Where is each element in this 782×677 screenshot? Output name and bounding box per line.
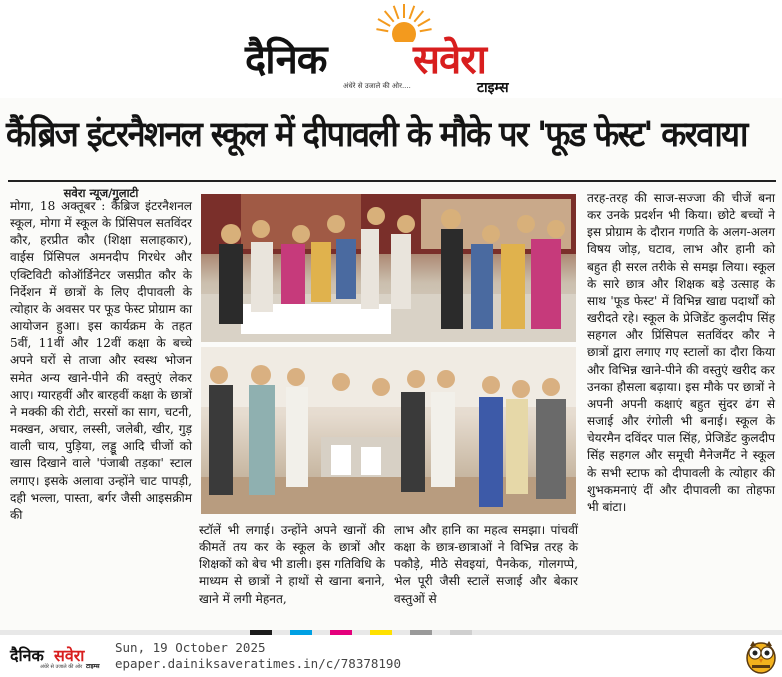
event-photo-bottom-image xyxy=(201,347,576,514)
article-column-4: तरह-तरह की साज-सज्जा की चीजें बना कर उनके प्रदर्शन भी किया। छोटे बच्चों ने इस प्रोग्राम के दौरान गणति के अलग-अलग विषय जोड़, घटाव, लाभ और हानी को बहुत ही सरल तरीके से समझ लिया। स्कूल के सारे छात्र और शिक्षक बड़े उत्साह के साथ 'फूड फेस्ट' में विभिन्न खाद्य पदार्थों को खरीदते रहे। स्कूल के प्रेजिडेंट कुलदीप सिंह सहगल और प्रिंसिपल सतविंदर कौर ने छात्रों द्वारा लगाए गए स्टालों का दौरा किया और विभिन्न खाने-पीने की वस्तुएं खरीद कर उनका हौसला बढ़ाया। इस मौके पर छात्रों ने अपनी अपनी कक्षाएं बहुत सुंदर ढंग से सजाई और रंगोली भी बनाई। स्कूल के चेयरमैन दविंदर पाल सिंह, प्रेजिडेंट कुलदीप सिंह सहगल और समूची मैनेजमैंट ने स्कूल के सभी स्टाफ को दीपावली के त्योहार की शुभकमनाएं दीं और दीपावली का तोहफा भी बांटा। xyxy=(587,191,775,514)
article-headline: कैंब्रिज इंटरनैशनल स्कूल में दीपावली के मौके पर 'फूड फेस्ट' करवाया xyxy=(6,115,747,155)
headline-block xyxy=(0,98,782,182)
footer-date: Sun, 19 October 2025 xyxy=(115,640,266,655)
footer-url[interactable]: epaper.dainiksaveratimes.in/c/78378190 xyxy=(115,656,401,671)
owl-mascot-icon[interactable] xyxy=(744,638,778,674)
brand-name-black: दैनिक xyxy=(245,37,327,83)
footer-tagline: अंधेरे से उजाले की ओर xyxy=(40,664,83,670)
article-column-1: मोगा, 18 अक्तूबर : कैंब्रिज इंटरनैशनल स्कूल, मोगा में स्कूल के प्रिंसिपल सतविंदर कौर, हरप्रीत कौर (शिक्षा सलाहकार), वाईस प्रिंसिपल अमनदीप गिरधेर और एक्टिविटी कोऑर्डिनेटर जसप्रीत कौर के निर्देशन में छात्रों के लिए दीपावली के त्योहार के अवसर पर फूड फेस्ट प्रोग्राम का आयोजन हुआ। इस कार्यक्रम के तहत 5वीं, 11वीं और 12वीं कक्षा के बच्चे अपने घरों से ताजा और स्वस्थ भोजन समेत अन्य खाने-पीने की वस्तुएं लेकर आए। ग्यारहवीं और बारहवीं कक्षा के छात्रों ने मक्की की रोटी, सरसों का साग, चटनी, मक्खन, अचार, लस्सी, जलेबी, खीर, गुड़ वाली चाय, पुड़िया, लड्डू आदि चीजों को खास दिखाने वाले 'पंजाबी तड़का' स्टाल लगाए। इसके अलावा उन्होंने चाट पापड़ी, दही भल्ला, पास्ता, बर्गर जैसी आइसक्रीम की xyxy=(10,199,192,522)
footer-brand-black: दैनिक xyxy=(10,646,44,665)
footer-logo[interactable] xyxy=(10,642,102,672)
article-column-2: स्टॉलें भी लगाई। उन्होंने अपने खानों की कीमतें तय कर के स्कूल के छात्रों और शिक्षकों को बेच भी डाली। इस गतिविधि के माध्यम से छात्रों ने हाथों से खाना बनाने, खाने में लगी मेहनत, xyxy=(199,523,385,606)
brand-times: टाइम्स xyxy=(477,80,509,96)
headline-divider xyxy=(8,180,776,182)
footer-times: टाइम्स xyxy=(86,663,100,670)
byline: सवेरा न्यूज/गुलाटी xyxy=(63,186,139,200)
footer-brand-red: सवेरा xyxy=(54,646,85,665)
event-photo-top[interactable] xyxy=(201,194,576,342)
masthead xyxy=(0,0,782,98)
brand-tagline: अंधेरे से उजाले की ओर.... xyxy=(343,82,411,90)
event-photo-top-image xyxy=(201,194,576,342)
newspaper-logo[interactable] xyxy=(245,22,545,96)
brand-name-red: सवेरा xyxy=(413,37,486,83)
article-column-3: लाभ और हानि का महत्व समझा। पांचवीं कक्षा के छात्र-छात्राओं ने विभिन्न तरह के पकौड़े, मीठे सेवइयां, पैनकेक, गोलगप्पे, भेल पूरी जैसी स्टालें सजाई और बेकार वस्तुओं से xyxy=(394,523,578,606)
event-photo-bottom[interactable] xyxy=(201,347,576,514)
